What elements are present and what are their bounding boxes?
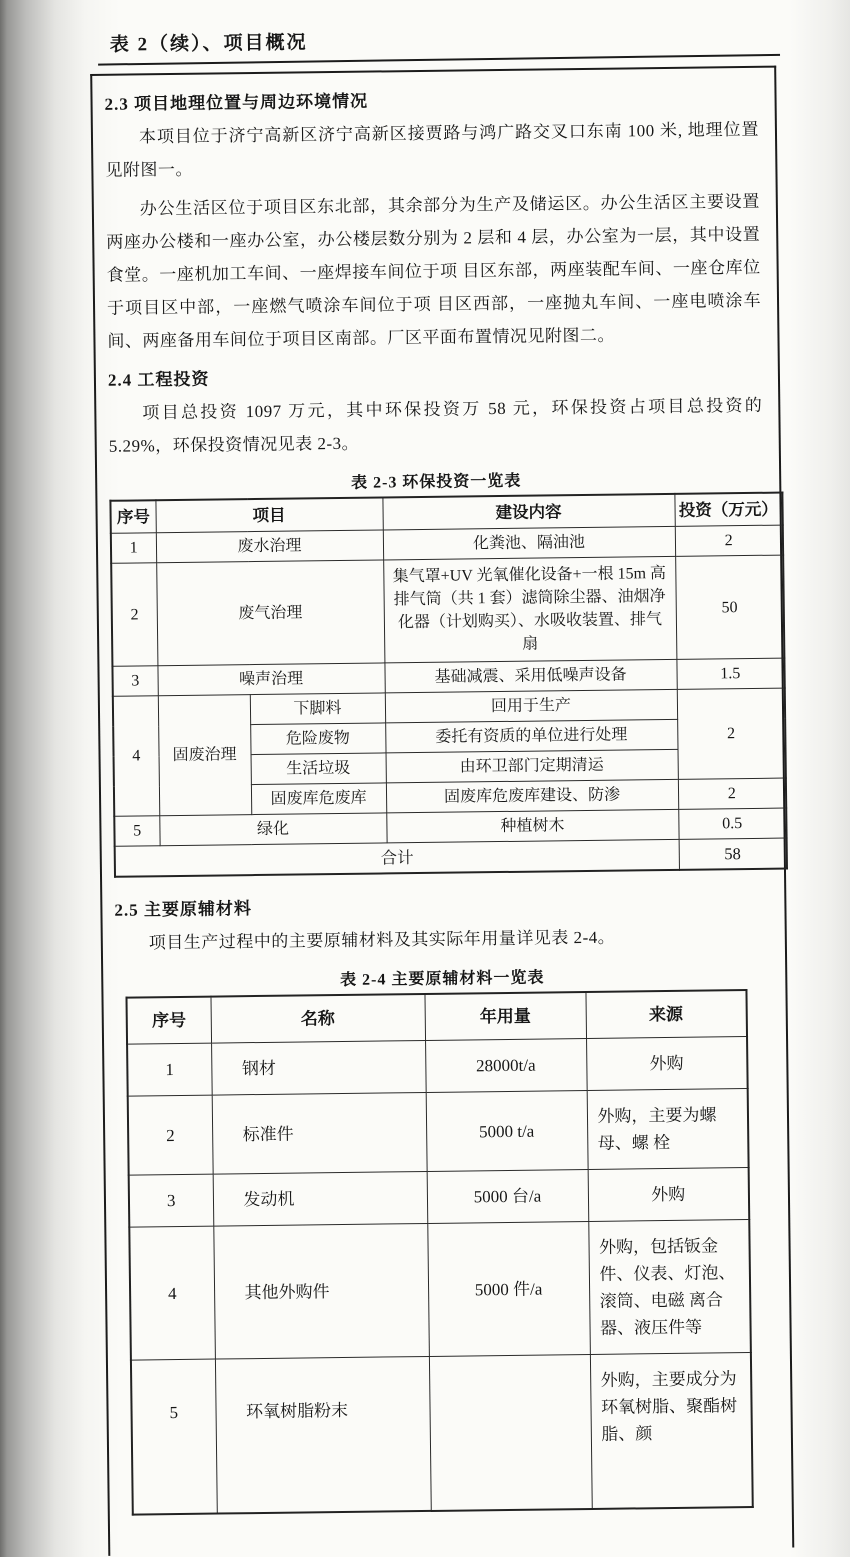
t23-header-no: 序号: [110, 500, 155, 533]
t23-r5-invest: 0.5: [678, 808, 786, 839]
t23-r4-sub4-name: 固废库危废库: [251, 783, 386, 815]
t24-r3-no: 3: [129, 1174, 214, 1227]
t24-r4-name: 其他外购件: [213, 1223, 429, 1359]
t24-r5-source: 外购，主要成分为环氧树脂、聚酯树脂、颜: [590, 1353, 753, 1509]
section-2-4-heading: 2.4 工程投资: [107, 369, 210, 390]
t24-r2-usage: 5000 t/a: [426, 1091, 588, 1172]
t24-header-no: 序号: [126, 997, 211, 1045]
paragraph-location: 本项目位于济宁高新区济宁高新区接贾路与鸿广路交叉口东南 100 米, 地理位置见附图一。: [105, 119, 760, 180]
t23-r2-invest: 50: [675, 555, 784, 659]
t23-total-label: 合计: [115, 839, 679, 876]
section-2-3-heading: 2.3 项目地理位置与周边环境情况: [104, 91, 369, 114]
t24-r2-source: 外购，主要为螺母、螺 栓: [587, 1089, 749, 1170]
t24-r1-source: 外购: [586, 1037, 748, 1091]
t24-r1-no: 1: [127, 1043, 212, 1096]
t23-r4-item: 固废治理: [158, 695, 251, 816]
t23-r3-invest: 1.5: [676, 658, 784, 689]
t23-r4-sub1-name: 下脚料: [250, 693, 385, 725]
t23-header-invest: 投资（万元）: [674, 493, 782, 527]
t23-r5-no: 5: [114, 816, 159, 847]
t24-header-usage: 年用量: [424, 992, 586, 1040]
t24-r1-usage: 28000t/a: [425, 1039, 587, 1093]
t24-row-2: [128, 1089, 749, 1176]
t23-r5-content: 种植树木: [386, 809, 678, 843]
paragraph-materials: 项目生产过程中的主要原辅材料及其实际年用量详见表 2-4。: [148, 927, 616, 953]
t24-header-name: 名称: [210, 994, 425, 1043]
t24-r2-no: 2: [128, 1095, 213, 1175]
t23-header-content: 建设内容: [382, 494, 674, 530]
t23-r3-item: 噪声治理: [157, 663, 384, 696]
t24-r2-name: 标准件: [212, 1092, 427, 1174]
t24-row-3: [129, 1168, 750, 1228]
t24-r5-no: 5: [131, 1359, 217, 1515]
t24-r4-usage: 5000 件/a: [427, 1221, 590, 1356]
t23-row-2: [111, 555, 784, 666]
t23-r2-item: 废气治理: [156, 560, 384, 666]
t23-r4-no: 4: [113, 696, 159, 817]
t23-r4-invest-merged: 2: [677, 688, 786, 779]
t23-r4-sub1-content: 回用于生产: [385, 689, 677, 723]
t24-r5-usage: [429, 1354, 592, 1510]
t23-r3-content: 基础减震、采用低噪声设备: [384, 659, 676, 693]
t23-r3-no: 3: [112, 666, 157, 697]
t24-r3-name: 发动机: [213, 1171, 428, 1226]
table-2-3: [109, 492, 788, 878]
t23-header-item: 项目: [155, 497, 382, 532]
t24-row-4: [129, 1220, 751, 1361]
t24-r3-usage: 5000 台/a: [427, 1169, 589, 1223]
t24-header-source: 来源: [585, 990, 747, 1038]
t24-r1-name: 钢材: [211, 1040, 426, 1095]
t23-r4-sub3-name: 生活垃圾: [251, 753, 386, 785]
t23-r1-no: 1: [111, 533, 156, 564]
content-border-box: [90, 66, 794, 1556]
t24-row-5: [131, 1353, 753, 1515]
t24-r5-name: 环氧树脂粉末: [215, 1356, 431, 1513]
paragraph-layout: 办公生活区位于项目区东北部，其余部分为生产及储运区。办公生活区主要设置两座办公楼和一座办公室，办公楼层数分别为 2 层和 4 层，办公室为一层，其中设置食堂。一座机加工车间、一座焊接车间位于项 目区东部，两座装配车间、一座仓库位于项目区中部，一座燃气喷涂车间位于项 目区西部，一座抛丸车间、一座电喷涂车间、两座备用车间位于项目区南部。厂区平面布置情况见附图二。: [106, 191, 762, 351]
t23-r1-invest: 2: [675, 525, 783, 556]
t23-total-invest: 58: [679, 838, 787, 870]
paragraph-investment: 项目总投资 1097 万元，其中环保投资万 58 元，环保投资占项目总投资的 5.29%，环保投资情况见表 2-3。: [108, 395, 763, 456]
section-2-5-heading: 2.5 主要原辅材料: [114, 899, 253, 920]
scanned-page: [0, 21, 850, 1557]
t23-r2-content: 集气罩+UV 光氧催化设备+一根 15m 高排气筒（共 1 套）滤筒除尘器、油烟净化器（计划购买）、水吸收装置、排气扇: [383, 556, 676, 663]
t23-r1-item: 废水治理: [156, 530, 383, 563]
t23-r4-sub2-content: 委托有资质的单位进行处理: [385, 719, 677, 753]
t24-header-row: [126, 990, 747, 1044]
t24-r3-source: 外购: [588, 1168, 750, 1222]
t24-r4-no: 4: [129, 1226, 215, 1360]
page-title: 表 2（续）、项目概况: [109, 32, 308, 56]
table-2-4: [125, 989, 753, 1516]
t23-r4-sub4-content: 固废库危废库建设、防渗: [386, 779, 678, 813]
t23-r1-content: 化粪池、隔油池: [383, 526, 675, 560]
t23-r4-sub4-invest: 2: [678, 778, 786, 809]
t23-r5-item: 绿化: [159, 813, 386, 846]
table-2-4-caption: 表 2-4 主要原辅材料一览表: [340, 969, 545, 990]
table-2-3-caption: 表 2-3 环保投资一览表: [350, 472, 522, 492]
t23-r4-sub2-name: 危险废物: [250, 723, 385, 755]
t24-row-1: [127, 1037, 748, 1097]
t24-r4-source: 外购，包括钣金件、仪表、灯泡、滚筒、电磁 离合器、液压件等: [588, 1220, 751, 1355]
t23-r4-sub3-content: 由环卫部门定期清运: [386, 749, 678, 783]
t23-r2-no: 2: [111, 563, 157, 667]
